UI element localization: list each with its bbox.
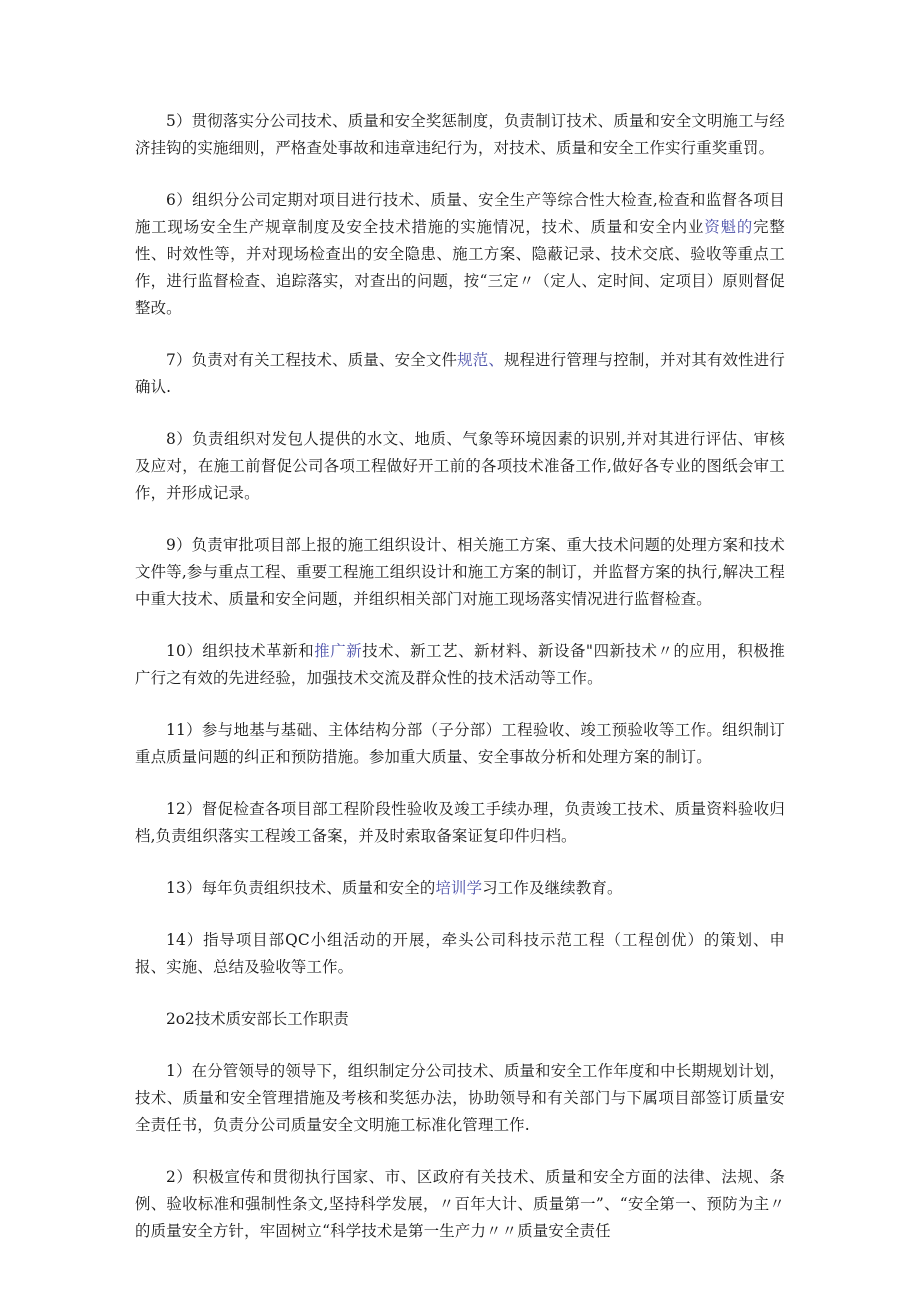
paragraph-10-text-a: 10）组织技术革新和	[166, 642, 315, 660]
paragraph-7-text-b: 规程进行管理与控制，并对其有效性进行确认.	[135, 351, 786, 396]
paragraph-item-14: 14）指导项目部QC小组活动的开展，牵头公司科技示范工程（工程创优）的策划、申报、实施、总结及验收等工作。	[135, 931, 785, 976]
paragraph-7-link[interactable]: 规范、	[457, 351, 504, 369]
paragraph-item-12: 12）督促检查各项目部工程阶段性验收及竣工手续办理，负责竣工技术、质量资料验收归档,负责组织落实工程竣工备案，并及时索取备案证复印件归档。	[135, 800, 785, 845]
paragraph-item-11: 11）参与地基与基础、主体结构分部（子分部）工程验收、竣工预验收等工作。组织制订重点质量问题的纠正和预防措施。参加重大质量、安全事故分析和处理方案的制订。	[135, 721, 785, 766]
paragraph-13-text-b: 习工作及继续教育。	[482, 879, 623, 897]
section-paragraph-1: 1）在分管领导的领导下，组织制定分公司技术、质量和安全工作年度和中长期规划计划，技术、质量和安全管理措施及考核和奖惩办法，协助领导和有关部门与下属项目部签订质量安全责任书，负责分公司质量安全文明施工标准化管理工作.	[135, 1062, 785, 1134]
paragraph-item-5: 5）贯彻落实分公司技术、质量和安全奖惩制度，负责制订技术、质量和安全文明施工与经济挂钩的实施细则，严格查处事故和违章违纪行为，对技术、质量和安全工作实行重奖重罚。	[135, 112, 785, 157]
section-paragraph-2: 2）积极宣传和贯彻执行国家、市、区政府有关技术、质量和安全方面的法律、法规、条例、验收标准和强制性条文,坚持科学发展，〃百年大计、质量第一”、“安全第一、预防为主〃的质量安全方针，牢固树立“科学技术是第一生产力〃〃质量安全责任	[135, 1168, 785, 1240]
paragraph-6-link[interactable]: 资魁的	[704, 218, 754, 236]
paragraph-13-link[interactable]: 培训学	[435, 879, 483, 897]
paragraph-item-6	[135, 187, 785, 322]
document-page	[135, 108, 785, 1270]
paragraph-6-text-a: 6）组织分公司定期对项目进行技术、质量、安全生产等综合性大检查,检查和监督各项目施工现场安全生产规章制度及安全技术措施的实施情况，技术、质量和安全内业	[135, 191, 785, 236]
paragraph-item-13	[135, 875, 785, 902]
paragraph-item-10	[135, 638, 785, 692]
paragraph-item-8: 8）负责组织对发包人提供的水文、地质、气象等环境因素的识别,并对其进行评估、审核及应对，在施工前督促公司各项工程做好开工前的各项技术准备工作,做好各专业的图纸会审工作，并形成记录。	[135, 430, 785, 502]
paragraph-13-text-a: 13）每年负责组织技术、质量和安全的	[166, 879, 436, 897]
paragraph-7-text-a: 7）负责对有关工程技术、质量、安全文件	[166, 351, 458, 369]
paragraph-item-9: 9）负责审批项目部上报的施工组织设计、相关施工方案、重大技术问题的处理方案和技术文件等,参与重点工程、重要工程施工组织设计和施工方案的制订，并监督方案的执行,解决工程中重大技术、质量和安全问题，并组织相关部门对施工现场落实情况进行监督检查。	[135, 536, 785, 608]
paragraph-item-7	[135, 347, 785, 401]
paragraph-10-text-b: 技术、新工艺、新材料、新设备"四新技术〃的应用，积极推广行之有效的先进经验，加强技术交流及群众性的技术活动等工作。	[135, 642, 785, 687]
section-heading: 2o2技术质安部长工作职责	[166, 1010, 349, 1028]
paragraph-6-text-b: 完整性、时效性等，并对现场检查出的安全隐患、施工方案、隐蔽记录、技术交底、验收等重点工作，进行监督检查、追踪落实，对查出的问题，按“三定〃（定人、定时间、定项目）原则督促整改。	[135, 218, 785, 317]
paragraph-10-link[interactable]: 推广新	[314, 642, 363, 660]
